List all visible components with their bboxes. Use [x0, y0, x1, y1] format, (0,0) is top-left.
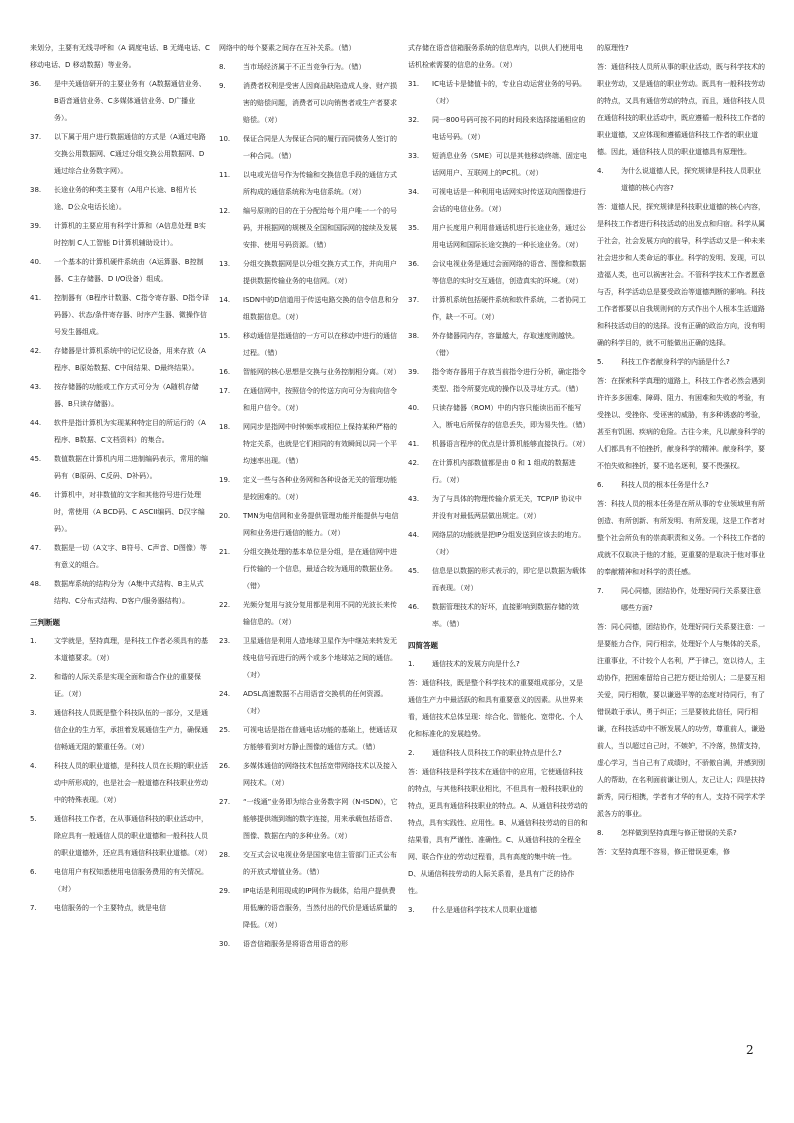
item-number: 33.: [408, 152, 420, 160]
item-number: 40.: [30, 258, 42, 266]
item-text: 计算机系统包括硬件系统和软件系统，二者协同工作，缺一不可。（对）: [432, 296, 586, 321]
list-item: [30, 290, 210, 341]
item-text: 智能网的核心思想是交换与业务控制相分离。（对）: [243, 368, 401, 376]
item-number: 39.: [30, 222, 42, 230]
item-number: 3.: [408, 906, 415, 914]
list-item: [597, 583, 766, 617]
item-text: 数据库系统的结构分为（A集中式结构、B主从式结构、C分布式结构、D客户/服务器结构）。: [54, 580, 204, 605]
answer-text: 答：道德人民，探究规律是科技职业道德的核心内容，是科技工作者进行科技活动的出发点和归宿。科学从属于社会，社会发展方向的前导，科学活动又是一种未来社会进步和人类命运的事业。科学的发明、发现，可以造福人类，也可以祸害社会。不管科学技术工作者愿意与否，科学活动总是要受政治等道德判断的影响。科技工作者都要以自我规则何的方式作出个人根本生活道路和科技活动目的的选择。没有正确的政治方向，没有明确的科学目的，就不可能做出正确的选择。: [597, 203, 765, 347]
item-text: 软件是指计算机为实现某种特定目的所运行的（A程序、B数据、C文档资料）的集合。: [54, 419, 206, 444]
item-text: 消费者权利是受害人因商品缺陷造成人身、财产损害的赔偿问题，消费者可以向销售者或生产者要求赔偿。（对）: [243, 82, 397, 124]
item-text: 同心同德，团结协作，处理好同行关系要注意哪些方面?: [621, 587, 761, 612]
list-item: [219, 794, 399, 845]
item-text: 短消息业务（SME）可以是其他移动终端、固定电话网用户、互联网上的PC机。（对）: [432, 152, 587, 177]
list-item: [408, 436, 588, 453]
item-text: 控制器有（B程序计数器、C指令寄存器、D指令译码器）、状态/条件寄存器、时序产生器、微操作信号发生器组成。: [54, 294, 210, 336]
item-text: 可视电话是一种利用电话网实时传送双向图像进行会话的电信业务。（对）: [432, 188, 586, 213]
item-number: 44.: [408, 531, 420, 539]
list-item: [597, 825, 766, 842]
item-text: 什么是通信科学技术人员职业道德: [432, 906, 537, 914]
list-item: [219, 758, 399, 792]
list-item: [408, 563, 588, 597]
list-item: [408, 364, 588, 398]
item-text: 电信用户有权知悉使用电信服务费用的有关情况。（对）: [54, 868, 208, 893]
item-text: 移动通信是指通信的一方可以在移动中进行的通信过程。（错）: [243, 332, 397, 357]
item-number: 1.: [30, 637, 37, 645]
item-text: ISDN中的D信道用于传送电路交换的信令信息和分组数据信息。（对）: [243, 296, 399, 321]
list-item: [219, 847, 399, 881]
list-item: [219, 936, 399, 953]
list-item: [597, 354, 766, 371]
item-number: 37.: [408, 296, 420, 304]
list-item: [30, 379, 210, 413]
item-number: 5.: [30, 815, 37, 823]
answer-text: 答：科技人员的根本任务是在所从事的专业领域里有所创造、有所创新、有所发明、有所发现，这是工作者对整个社会所负有的崇高职责和义务。一个科技工作者的成就不仅取决于他的才能，更重要的是取决于他对事业的奉献精神和对科学的责任感。: [597, 500, 765, 576]
list-item: [30, 576, 210, 610]
list-item: [30, 540, 210, 574]
list-item: [30, 254, 210, 288]
item-text: 文学就是，坚持真理，是科技工作者必须具有的基本道德要求。（对）: [54, 637, 208, 662]
item-text: 通信技术的发展方向是什么?: [432, 660, 520, 668]
item-text: 网络层的功能就是把IP分组发送到应该去的地方。（对）: [432, 531, 586, 556]
column-2: [219, 40, 399, 955]
item-text: 通信科技人员科技工作的职业特点是什么?: [432, 749, 562, 757]
column-3: [408, 40, 588, 921]
item-number: 3.: [30, 709, 37, 717]
item-number: 34.: [408, 188, 420, 196]
item-number: 31.: [408, 80, 420, 88]
item-text: 外存储器同内存，容量越大，存取速度则越快。（错）: [432, 332, 579, 357]
item-number: 43.: [408, 495, 420, 503]
item-number: 39.: [408, 368, 420, 376]
item-number: 6.: [597, 481, 604, 489]
list-item: [30, 343, 210, 377]
item-text: 光频分复用与波分复用都是利用不同的光波长来传输信息的。（对）: [243, 601, 397, 626]
answer-text: 答：文坚持真理不容易，修正错误更难，修: [597, 848, 730, 856]
item-number: 6.: [30, 868, 37, 876]
list-item: [30, 864, 210, 898]
item-number: 41.: [408, 440, 420, 448]
list-item: [219, 722, 399, 756]
item-text: 分组交换数据网是以分组交换方式工作，并向用户提供数据传输业务的电信网。（对）: [243, 260, 397, 285]
item-text: TMN为电信网和业务提供管理功能并能提供与电信网和业务进行通信的能力。（对）: [243, 512, 399, 537]
list-item: [408, 76, 588, 110]
section-heading-short-answer: 四简答题: [408, 641, 438, 650]
continued-text: 的原理性?: [597, 44, 629, 52]
list-item: [408, 527, 588, 561]
item-number: 18.: [219, 423, 231, 431]
item-number: 42.: [408, 459, 420, 467]
list-item: [219, 508, 399, 542]
item-number: 43.: [30, 383, 42, 391]
item-text: 编号原则的目的在于分配给每个用户唯一一个的号码，并根据网的规模及全国和国际网的接续及发展安排、使用号码资源。（错）: [243, 207, 397, 249]
item-number: 24.: [219, 690, 231, 698]
list-item: [219, 472, 399, 506]
item-text: 电信服务的一个主要特点，就是电信: [54, 904, 166, 912]
item-number: 46.: [30, 491, 42, 499]
column-4: [597, 40, 766, 863]
list-item: [219, 364, 399, 381]
item-number: 9.: [219, 82, 226, 90]
item-number: 12.: [219, 207, 231, 215]
item-number: 27.: [219, 798, 231, 806]
list-item: [219, 686, 399, 720]
item-number: 30.: [219, 940, 231, 948]
list-item: [219, 544, 399, 595]
item-text: 当市场经济属于不正当竞争行为。（错）: [243, 63, 366, 71]
item-text: 科技人员的根本任务是什么?: [621, 481, 709, 489]
item-text: 会议电视业务是通过会面网络的语音、图像和数据等信息的实时交互通信，创造真实的环境。（对）: [432, 260, 586, 285]
item-text: 在计算机内部数值都是由 0 和 1 组成的数据进行。（对）: [432, 459, 576, 484]
answer-text: 答：通信科技是科学技术在通信中的应用，它使通信科技的特点，与其他科技职业相比，不但具有一般科技职业的特点，更具有通信科技职业的特点。A、从通信科技劳动的特点，具有实践性、应用性。B、从通信科技劳动的目的和结果看，具有严谨性、准确性。C、从通信科技的全程全网、联合作业的劳动过程看，具有高度的集中统一性。D、从通信科技劳动的人际关系看，是具有广泛的协作性。: [408, 768, 588, 895]
item-number: 25.: [219, 726, 231, 734]
item-number: 38.: [408, 332, 420, 340]
list-item: [30, 451, 210, 485]
item-number: 8.: [597, 829, 604, 837]
list-item: [219, 633, 399, 684]
list-item: [219, 328, 399, 362]
list-item: [408, 656, 588, 673]
item-number: 48.: [30, 580, 42, 588]
item-text: 长途业务的种类主要有（A用户长途、B相片长途、D公众电话长途）。: [54, 186, 197, 211]
list-item: [30, 758, 210, 809]
item-text: 是中关通信研开的主要业务有（A数据通信业务、B语音通信业务、C多媒体通信业务、D广播业务）。: [54, 80, 206, 122]
list-item: [408, 902, 588, 919]
item-number: 11.: [219, 171, 231, 179]
list-item: [30, 633, 210, 667]
item-text: 交互式会议电视业务是国家电信主管部门正式公布的开放式增值业务。（错）: [243, 851, 397, 876]
item-text: 可视电话是指在普通电话功能的基础上，使通话双方能够看到对方静止图像的通信方式。（错）: [243, 726, 397, 751]
list-item: [408, 745, 588, 762]
item-text: 同一800号码可按不同的时间段来选择接通相应的电话号码。（对）: [432, 116, 586, 141]
item-number: 2.: [408, 749, 415, 757]
list-item: [30, 182, 210, 216]
item-text: 计算机中，对非数值的文字和其他符号进行处理时，常使用（A BCD码、C ASCII编码、D汉字编码）。: [54, 491, 205, 533]
item-text: IC电话卡是储值卡的，专业自动运营业务的号码。（对）: [432, 80, 586, 105]
item-number: 7.: [30, 904, 37, 912]
list-item: [30, 218, 210, 252]
item-text: 为什么说道德人民，探究规律是科技人员职业道德的核心内容?: [621, 167, 761, 192]
list-item: [408, 256, 588, 290]
item-number: 28.: [219, 851, 231, 859]
list-item: [219, 292, 399, 326]
item-number: 40.: [408, 404, 420, 412]
list-item: [408, 292, 588, 326]
item-number: 45.: [30, 455, 42, 463]
item-number: 20.: [219, 512, 231, 520]
list-item: [219, 883, 399, 934]
list-item: [597, 163, 766, 197]
item-text: 通信科技工作者，在从事通信科技的职业活动中，除应具有一般通信人员的职业道德和一般科技人员的职业道德外，还应具有通信科技职业道德。（对）: [54, 815, 212, 857]
item-number: 41.: [30, 294, 42, 302]
item-text: 卫星通信是利用人造地球卫星作为中继站来转发无线电信号而进行的两个或多个地球站之间的通信。（对）: [243, 637, 397, 679]
item-text: ADSL高速数据不占用语音交换机的任何资源。（对）: [243, 690, 388, 715]
column-1: [30, 40, 210, 919]
list-item: [30, 669, 210, 703]
list-item: [408, 148, 588, 182]
answer-text: 答：通信科技人员所从事的职业活动，既与科学技术的职业劳动，又是通信的职业劳动。既具有一般科技劳动的特点，又具有通信劳动的特点，而且，通信科技人员在通信科技的职业活动中，既应遵循一般科技工作者的职业道德，又应体现和遵循通信科技工作者的职业道德。因此，通信科技人员的职业道德具有原理性。: [597, 63, 765, 156]
list-item: [219, 78, 399, 129]
item-number: 2.: [30, 673, 37, 681]
list-item: [408, 220, 588, 254]
list-item: [30, 415, 210, 449]
page-number: 2: [746, 1043, 754, 1057]
item-text: 只读存储器（ROM）中的内容只能读出而不能写入，断电后所保存的信息丢失，即为易失性。（错）: [432, 404, 590, 429]
item-text: 科技工作者献身科学的内涵是什么?: [621, 358, 730, 366]
item-number: 47.: [30, 544, 42, 552]
item-number: 46.: [408, 603, 420, 611]
list-item: [30, 900, 210, 917]
item-number: 29.: [219, 887, 231, 895]
list-item: [219, 419, 399, 470]
item-text: 数据管理技术的好坏，直接影响到数据存储的效率。（错）: [432, 603, 579, 628]
list-item: [219, 256, 399, 290]
section-heading-true-false: 三判断题: [30, 618, 60, 627]
list-item: [219, 131, 399, 165]
list-item: [30, 76, 210, 127]
list-item: [408, 328, 588, 362]
item-text: 机器语言程序的优点是计算机能够直接执行。（对）: [432, 440, 590, 448]
item-text: 怎样做到坚持真理与修正错误的关系?: [621, 829, 737, 837]
list-item: [219, 203, 399, 254]
item-number: 22.: [219, 601, 231, 609]
answer-text: 答：在探索科学真理的道路上，科技工作者必然会遇到许许多多困难、障碍、阻力、有困难和失败的考验，有受挫以、受挫你、受诬害的威胁，有多种诱惑的考验，甚至有饥困、疾病的危险。古往今来，凡以献身科学的人们都具有不怕挫折，献身科学的精神。献身科学，要不怕失败和挫折，要不追名逐利，要不畏强权。: [597, 377, 765, 470]
item-text: “一线通”业务即为综合业务数字网（N-ISDN），它能够提供端到端的数字连接，用来承载包括语音、图像、数据在内的多种业务。（对）: [243, 798, 398, 840]
list-item: [30, 487, 210, 538]
list-item: [30, 129, 210, 180]
item-number: 17.: [219, 387, 231, 395]
item-text: 存储器是计算机系统中的记忆设备，用来存放（A程序、B原始数据、C中间结果、D最终结果）。: [54, 347, 206, 372]
item-number: 4.: [30, 762, 37, 770]
item-number: 1.: [408, 660, 415, 668]
item-number: 36.: [408, 260, 420, 268]
item-text: 计算机的主要应用有科学计算和（A信息处理 B实时控制 C人工智能 D计算机辅助设计）。: [54, 222, 206, 247]
item-number: 36.: [30, 80, 42, 88]
item-text: 为了与具体的物理传输介质无关，TCP/IP 协议中并没有对最低两层做出规定。（对）: [432, 495, 582, 520]
item-text: 指令寄存器用于存放当前指令进行分析，确定指令类型、指令所要完成的操作以及寻址方式。（错）: [432, 368, 586, 393]
list-item: [30, 811, 210, 862]
item-text: 数据是一切（A文字、B符号、C声音、D图像）等有意义的组合。: [54, 544, 207, 569]
answer-text: 答：同心同德，团结协作，处理好同行关系要注意：一是要能力合作，同行相亲，处理好个人与集体的关系，注重事业，不计较个人名利，严于律己，宽以待人，主动协作，把困难留给自己把方便让给别人；二是要互相关爱，同行相敬，要以谦逊平等的态度对待同行，有了错误敢于承认，勇于纠正；三是要彼此信任，同行相谦，在科技活动中不断发展人的功劳，尊重前人，谦逊前人，当以超过自己时，不嫉妒，不冷落，热情支持，虚心学习，当自己有了成绩时，不骄傲自满，并感到别人的帮助，在名利面前谦让别人，友己让人；四是扶持新秀，同行相携，学者有才华的有人，支持不同学术学派各方的事业。: [597, 623, 765, 818]
document-page: [30, 40, 766, 1060]
item-text: 按存储器的功能或工作方式可分为（A随机存储器、B只读存储器）。: [54, 383, 199, 408]
list-item: [408, 491, 588, 525]
item-number: 23.: [219, 637, 231, 645]
list-item: [30, 705, 210, 756]
continued-text: 式存储在语音信箱服务系统的信息库内，以供人们使用电话机检索需要的信息的业务。（对）: [408, 44, 583, 69]
item-number: 16.: [219, 368, 231, 376]
item-number: 44.: [30, 419, 42, 427]
item-text: 和谐的人际关系是实现全面和谐合作业的重要保证。（对）: [54, 673, 201, 698]
item-text: 多媒体通信的网络技术包括宽带网络技术以及接入网技术。（对）: [243, 762, 397, 787]
item-number: 15.: [219, 332, 231, 340]
item-number: 38.: [30, 186, 42, 194]
item-text: 信息是以数据的形式表示的，即它是以数据为载体而表现。（对）: [432, 567, 586, 592]
item-text: 数值数据在计算机内用二进制编码表示，常用的编码有（B原码、C反码、D补码）。: [54, 455, 208, 480]
list-item: [408, 184, 588, 218]
item-text: 在通信网中，按照信令的传送方向可分为前向信令和用户信令。（对）: [243, 387, 397, 412]
item-number: 7.: [597, 587, 604, 595]
list-item: [219, 597, 399, 631]
item-number: 13.: [219, 260, 231, 268]
item-number: 19.: [219, 476, 231, 484]
item-text: 通信科技人员既是整个科技队伍的一部分，又是通信企业的生力军，承担着发展通信生产力，确保通信畅通无阻的繁重任务。（对）: [54, 709, 208, 751]
item-number: 42.: [30, 347, 42, 355]
list-item: [408, 400, 588, 434]
item-number: 4.: [597, 167, 604, 175]
item-number: 32.: [408, 116, 420, 124]
continued-text: 网络中的每个要素之间存在互补关系。（错）: [219, 44, 356, 52]
item-text: 语音信箱服务是将语音用语音的形: [243, 940, 348, 948]
item-text: 科技人员的职业道德，是科技人员在长期的职业活动中所形成的，也是社会一般道德在科技职业劳动中的特殊表现。（对）: [54, 762, 208, 804]
item-text: 网同步是指网中时钟频率或相位上保持某种严格的特定关系，也就是它们相同的有效瞬间以同一个平均速率出现。（错）: [243, 423, 397, 465]
item-number: 14.: [219, 296, 231, 304]
item-text: 定义一些与各种业务网和各种设备无关的管理功能是较困难的。（对）: [243, 476, 397, 501]
list-item: [219, 59, 399, 76]
continued-text: 来划分，主要有无线寻呼和（A 调度电话、B 无绳电话、C 移动电话、D 移动数据）等业务。: [30, 44, 210, 69]
list-item: [597, 477, 766, 494]
item-text: 保证合同是人为保证合同的履行而同债务人签订的一种合同。（错）: [243, 135, 397, 160]
item-number: 10.: [219, 135, 231, 143]
list-item: [408, 112, 588, 146]
list-item: [219, 383, 399, 417]
item-text: IP电话是利用现成的IP网作为载体，给用户提供费用低廉的语音服务，当然付出的代价是通话质量的降低。（对）: [243, 887, 397, 929]
item-text: 以下属于用户进行数据通信的方式是（A通过电路交换公用数据网、C通过分组交换公用数据网、D通过综合业务数字网）。: [54, 133, 206, 175]
item-text: 一个基本的计算机硬件系统由（A运算器、B控制器、C主存储器、D I/O设备）组成。: [54, 258, 204, 283]
list-item: [408, 455, 588, 489]
item-text: 以电或光信号作为传输和交换信息手段的通信方式所构成的通信系统称为电信系统。（对）: [243, 171, 397, 196]
item-number: 26.: [219, 762, 231, 770]
item-text: 分组交换处理的基本单位是分组，是在通信网中进行传输的一个信息，最适合较为通用的数据业务。（错）: [243, 548, 397, 590]
item-number: 8.: [219, 63, 226, 71]
item-text: 用户长度用户利用普通话机进行长途业务，通过公用电话网和国际长途交换的一种长途业务。（对）: [432, 224, 586, 249]
item-number: 45.: [408, 567, 420, 575]
item-number: 5.: [597, 358, 604, 366]
answer-text: 答：通信科技，既是整个科学技术的重要组成部分，又是通信生产力中最活跃的和具有重要意义的因素。从世界来看，通信技术总体呈现：综合化、智能化、宽带化、个人化和标准化的发展趋势。: [408, 679, 583, 738]
list-item: [219, 167, 399, 201]
list-item: [408, 599, 588, 633]
item-number: 21.: [219, 548, 231, 556]
item-number: 37.: [30, 133, 42, 141]
item-number: 35.: [408, 224, 420, 232]
